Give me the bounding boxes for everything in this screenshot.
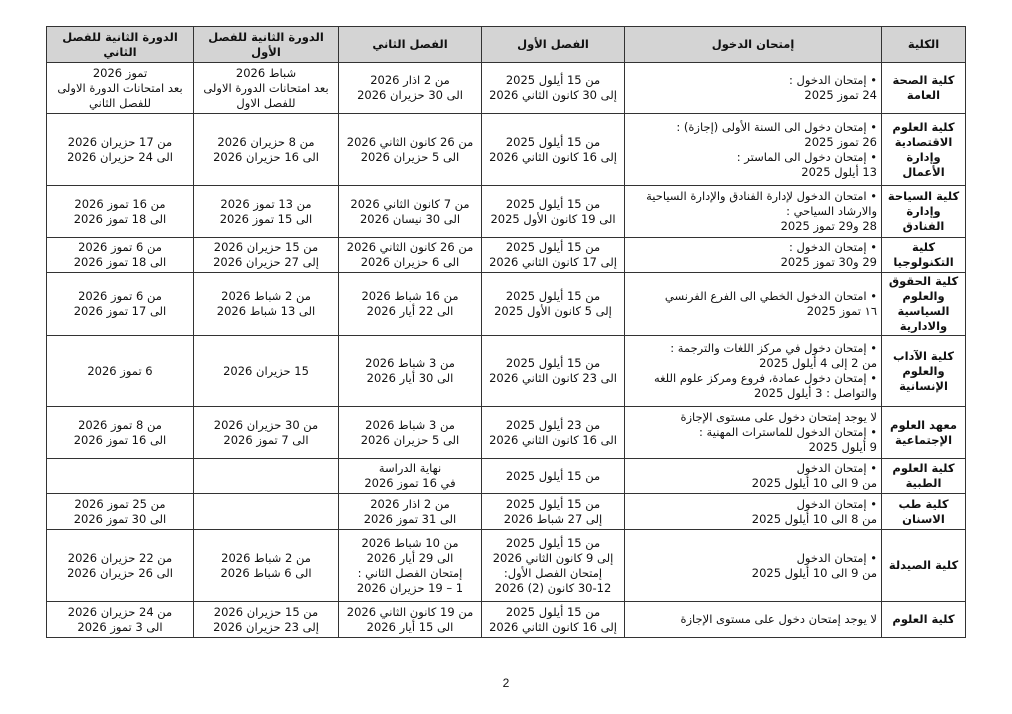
cell-line: الى 3 تموز 2026 [77,619,163,634]
resit-first-cell [194,186,339,238]
second-semester-cell [339,494,482,530]
cell-line: 15 حزيران 2026 [223,363,309,378]
cell-line: للفصل الاول [236,95,296,110]
cell-line: 9 أيلول 2025 [808,440,877,454]
cell-line: إمتحان الفصل الثاني : [357,565,463,580]
cell-line: من 19 كانون الثاني 2026 [346,604,474,619]
resit-second-cell [47,273,194,336]
resit-first-cell [194,336,339,407]
cell-line: إمتحان الفصل الأول: [503,565,603,580]
cell-line: من 22 حزيران 2026 [67,550,173,565]
resit-first-cell [194,238,339,273]
cell-line: الى 30 تموز 2026 [73,511,167,526]
cell-line: من 26 كانون الثاني 2026 [346,240,474,254]
table-row [47,602,966,638]
resit-second-cell [47,63,194,114]
cell-line: • إمتحان الدخول [796,461,877,475]
first-semester-cell [482,336,625,407]
cell-line: • إمتحان الدخول : [789,240,877,254]
cell-line: • إمتحان دخول في مركز اللغات والترجمة : [670,341,877,355]
second-semester-cell [339,530,482,602]
cell-line: الى 31 تموز 2026 [363,511,457,526]
entrance-exam-cell [625,459,882,494]
cell-line: من 3 شباط 2026 [365,356,455,370]
resit-second-cell [47,459,194,494]
cell-line: الى 26 حزيران 2026 [67,565,173,580]
table-row [47,238,966,273]
header-entrance-exam: إمتحان الدخول [625,27,882,63]
cell-line: الى 23 كانون الثاني 2026 [489,371,617,385]
first-semester-cell [482,459,625,494]
first-semester-cell [482,114,625,186]
cell-line: من 2 شباط 2026 [221,289,311,303]
cell-line: الى 29 أيار 2026 [366,550,454,565]
first-semester-cell [482,494,625,530]
first-semester-cell [482,273,625,336]
cell-line: من 23 أيلول 2025 [505,417,601,432]
cell-line: ١٦ تموز 2025 [806,304,877,318]
cell-line: نهاية الدراسة [378,461,442,475]
faculty-name: كلية الآداب والعلوم الإنسانية [882,336,966,407]
cell-line: من 7 كانون الثاني 2026 [350,196,470,211]
cell-line: • إمتحان الدخول [796,550,877,565]
header-first-semester: الفصل الأول [482,27,625,63]
cell-line: الى 6 شباط 2026 [220,565,312,580]
cell-line: • إمتحان دخول الى الماستر : [736,149,877,164]
cell-line: من 15 حزيران 2026 [213,240,319,254]
cell-line: الى 15 تموز 2026 [219,211,313,226]
faculty-name: كلية السياحة وإدارة الفنادق [882,186,966,238]
cell-line: 13 أيلول 2025 [801,164,877,179]
resit-first-cell [194,494,339,530]
resit-second-cell [47,530,194,602]
cell-line: إلى 30 كانون الثاني 2026 [489,88,617,102]
header-resit-second-semester: الدورة الثانية للفصل الثاني [47,27,194,63]
cell-line: من 3 شباط 2026 [365,417,455,432]
cell-line: إلى 16 كانون الثاني 2026 [489,149,617,164]
entrance-exam-cell [625,273,882,336]
cell-line: لا يوجد إمتحان دخول على مستوى الإجازة [680,410,877,424]
first-semester-cell [482,238,625,273]
entrance-exam-cell [625,63,882,114]
faculty-name: كلية طب الاسنان [882,494,966,530]
page-number: 2 [502,676,510,690]
cell-line: إلى 23 حزيران 2026 [213,619,319,634]
second-semester-cell [339,63,482,114]
cell-line: الى 30 نيسان 2026 [359,211,461,226]
resit-second-cell [47,186,194,238]
cell-line: إلى 17 كانون الثاني 2026 [489,255,617,269]
cell-line: إلى 9 كانون الثاني 2026 [492,550,614,565]
cell-line: من 24 حزيران 2026 [67,604,173,619]
entrance-exam-cell [625,336,882,407]
cell-line: 28 و29 تموز 2025 [780,219,877,233]
second-semester-cell [339,602,482,638]
cell-line: • إمتحان الدخول [796,496,877,511]
cell-line: للفصل الثاني [89,95,151,110]
cell-line: من 8 تموز 2026 [78,417,162,432]
cell-line: من 15 حزيران 2026 [213,604,319,619]
resit-first-cell [194,114,339,186]
cell-line: الى 22 أيار 2026 [366,304,454,318]
cell-line: الى 16 تموز 2026 [73,432,167,447]
table-row [47,494,966,530]
faculty-name: كلية الحقوق والعلوم السياسية والادارية [882,273,966,336]
cell-line: الى 6 حزيران 2026 [360,255,460,269]
cell-line: من 26 كانون الثاني 2026 [346,134,474,149]
cell-line: من 15 أيلول 2025 [505,356,601,370]
cell-line: الى 18 تموز 2026 [73,211,167,226]
cell-line: بعد امتحانات الدورة الاولى [203,80,329,95]
cell-line: • امتحان الدخول الخطي الى الفرع الفرنسي [664,289,877,303]
resit-first-cell [194,530,339,602]
cell-line: من 17 حزيران 2026 [67,134,173,149]
resit-second-cell [47,602,194,638]
entrance-exam-cell [625,238,882,273]
cell-line: • إمتحان الدخول : [789,73,877,87]
cell-line: من 15 أيلول 2025 [505,289,601,303]
cell-line: من 2 إلى 4 أيلول 2025 [759,356,877,370]
cell-line: من 2 اذار 2026 [370,73,450,87]
cell-line: من 8 حزيران 2026 [217,134,315,149]
cell-line: 30-12 كانون (2) 2026 [494,580,612,595]
entrance-exam-cell [625,530,882,602]
cell-line: من 16 شباط 2026 [361,289,459,303]
cell-line: الى 19 كانون الأول 2025 [490,211,616,226]
second-semester-cell [339,238,482,273]
table-row [47,114,966,186]
table-row [47,530,966,602]
second-semester-cell [339,336,482,407]
table-row [47,336,966,407]
cell-line: الى 13 شباط 2026 [216,304,316,318]
header-resit-first-semester: الدورة الثانية للفصل الأول [194,27,339,63]
cell-line: من 25 تموز 2026 [74,496,166,511]
cell-line: من 9 الى 10 أيلول 2025 [751,476,877,490]
entrance-exam-cell [625,114,882,186]
cell-line: الى 24 حزيران 2026 [67,149,173,164]
second-semester-cell [339,114,482,186]
cell-line: الى 7 تموز 2026 [223,432,309,447]
second-semester-cell [339,459,482,494]
faculty-name: كلية العلوم الطبية [882,459,966,494]
cell-line: الى 18 تموز 2026 [73,255,167,269]
resit-second-cell [47,494,194,530]
cell-line: من 15 أيلول 2025 [505,468,601,483]
cell-line: من 30 حزيران 2026 [213,417,319,432]
cell-line: شباط 2026 [235,65,297,80]
resit-first-cell [194,602,339,638]
cell-line: الى 16 كانون الثاني 2026 [489,432,617,447]
header-faculty: الكلية [882,27,966,63]
cell-line: الى 17 تموز 2026 [73,304,167,318]
cell-line: بعد امتحانات الدورة الاولى [57,80,183,95]
cell-line: تموز 2026 [92,65,148,80]
entrance-exam-cell [625,407,882,459]
faculty-schedule-table [46,26,966,638]
cell-line: 24 تموز 2025 [804,88,877,102]
second-semester-cell [339,407,482,459]
first-semester-cell [482,186,625,238]
cell-line: الى 5 حزيران 2026 [360,149,460,164]
cell-line: من 9 الى 10 أيلول 2025 [751,565,877,580]
first-semester-cell [482,530,625,602]
first-semester-cell [482,63,625,114]
cell-line: من 2 شباط 2026 [221,550,311,565]
faculty-name: كلية العلوم [882,602,966,638]
cell-line: من 10 شباط 2026 [361,535,459,550]
cell-line: • إمتحان دخول عمادة، فروع ومركز علوم اللغه والتواصل : 3 أيلول 2025 [653,371,877,400]
table-row [47,186,966,238]
table-header-row [47,27,966,63]
cell-line: من 2 اذار 2026 [370,496,450,511]
cell-line: • امتحان الدخول لإدارة الفنادق والإدارة السياحية والارشاد السياحي : [646,189,877,218]
cell-line: من 6 تموز 2026 [78,240,162,254]
cell-line: من 15 أيلول 2025 [505,196,601,211]
cell-line: من 13 تموز 2026 [220,196,312,211]
cell-line: لا يوجد إمتحان دخول على مستوى الإجازة [680,612,877,626]
entrance-exam-cell [625,602,882,638]
cell-line: من 15 أيلول 2025 [505,604,601,619]
cell-line: الى 5 حزيران 2026 [360,432,460,447]
cell-line: • إمتحان دخول الى السنة الأولى (إجازة) : [676,119,877,134]
cell-line: الى 30 أيار 2026 [366,371,454,385]
resit-first-cell [194,273,339,336]
cell-line: إلى 5 كانون الأول 2025 [494,304,612,318]
resit-second-cell [47,114,194,186]
table-row [47,407,966,459]
cell-line: من 6 تموز 2026 [78,289,162,303]
resit-first-cell [194,407,339,459]
faculty-name: معهد العلوم الإجتماعية [882,407,966,459]
cell-line: الى 15 أيار 2026 [366,619,454,634]
cell-line: من 15 أيلول 2025 [505,134,601,149]
cell-line: من 16 تموز 2026 [74,196,166,211]
cell-line: في 16 تموز 2026 [364,476,456,490]
cell-line: • إمتحان الدخول للماسترات المهنية : [699,425,877,439]
resit-first-cell [194,459,339,494]
first-semester-cell [482,602,625,638]
cell-line: الى 30 حزيران 2026 [357,88,463,102]
cell-line: 1 – 19 حزيران 2026 [356,580,464,595]
cell-line: الى 16 حزيران 2026 [213,149,319,164]
table-row [47,459,966,494]
table-row [47,63,966,114]
cell-line: إلى 27 حزيران 2026 [213,255,319,269]
entrance-exam-cell [625,186,882,238]
cell-line: إلى 16 كانون الثاني 2026 [489,619,617,634]
cell-line: من 8 الى 10 أيلول 2025 [751,511,877,526]
cell-line: من 15 أيلول 2025 [505,240,601,254]
cell-line: من 15 أيلول 2025 [505,73,601,87]
cell-line: من 15 أيلول 2025 [505,535,601,550]
resit-second-cell [47,238,194,273]
second-semester-cell [339,273,482,336]
resit-second-cell [47,336,194,407]
second-semester-cell [339,186,482,238]
faculty-name: كلية الصحة العامة [882,63,966,114]
cell-line: 26 تموز 2025 [804,134,877,149]
cell-line: إلى 27 شباط 2026 [503,511,603,526]
cell-line: 6 تموز 2026 [87,363,153,378]
cell-line: 29 و30 تموز 2025 [780,255,877,269]
first-semester-cell [482,407,625,459]
cell-line: من 15 أيلول 2025 [505,496,601,511]
faculty-name: كلية الصيدلة [882,530,966,602]
faculty-name: كلية التكنولوجيا [882,238,966,273]
faculty-name: كلية العلوم الاقتصادية وإدارة الأعمال [882,114,966,186]
header-second-semester: الفصل الثاني [339,27,482,63]
resit-first-cell [194,63,339,114]
table-row [47,273,966,336]
resit-second-cell [47,407,194,459]
entrance-exam-cell [625,494,882,530]
